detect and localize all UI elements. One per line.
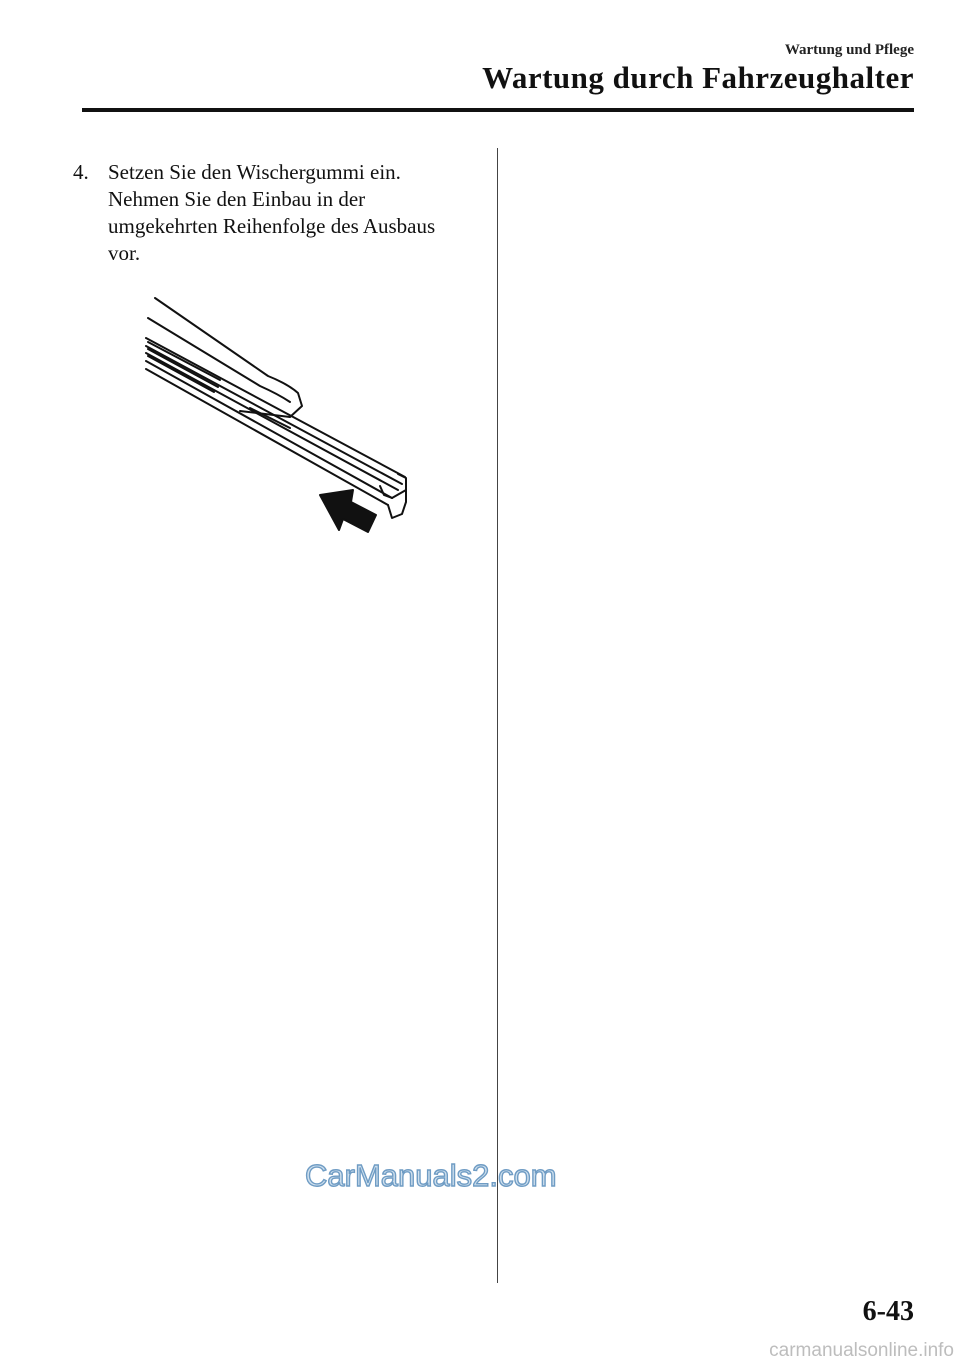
wiper-blade-insertion-icon (140, 290, 420, 540)
step-text-line: Setzen Sie den Wischergummi ein. (108, 160, 401, 184)
page-title: Wartung durch Fahrzeughalter (482, 60, 914, 95)
step-text-line: umgekehrten Reihenfolge des Ausbaus (108, 214, 436, 238)
step-text-line: Nehmen Sie den Einbau in der (108, 187, 366, 211)
instruction-step (73, 159, 483, 267)
step-number: 4. (73, 160, 89, 184)
watermark-logo: CarManuals2.com (305, 1158, 557, 1193)
header-rule (82, 108, 914, 112)
wiper-blade-figure (140, 290, 420, 540)
section-name: Wartung und Pflege (784, 42, 914, 58)
footer-watermark: carmanualsonline.info (769, 1340, 954, 1361)
page-number: 6-43 (862, 1296, 914, 1327)
step-text-line: vor. (108, 241, 141, 265)
column-divider (497, 148, 498, 1283)
